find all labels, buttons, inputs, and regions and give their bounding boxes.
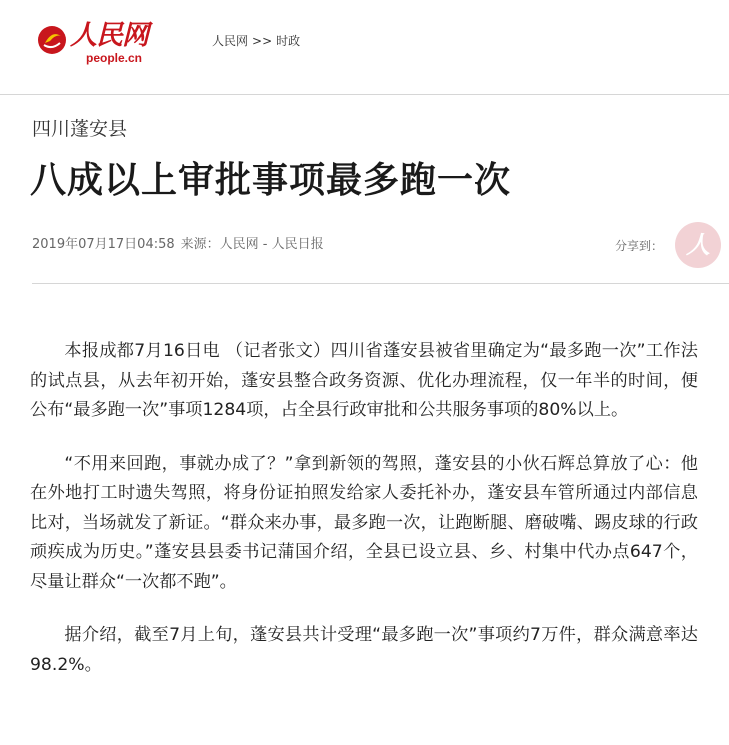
meta-divider (32, 283, 729, 284)
article-title: 八成以上审批事项最多跑一次 (30, 160, 512, 201)
breadcrumb-separator: >> (252, 34, 273, 48)
article-paragraph: 据介绍，截至7月上旬，蓬安县共计受理“最多跑一次”事项约7万件，群众满意率达98.2%。 (30, 625, 698, 675)
logo-domain-text: people.cn (86, 51, 143, 65)
article-paragraph: “不用来回跑，事就办成了？”拿到新领的驾照，蓬安县的小伙石辉总算放了心：他在外地打工时遗失驾照，将身份证拍照发给家人委托补办，蓬安县车管所通过内部信息比对，当场就发了新证。“群众来办事，最多跑一次，让跑断腿、磨破嘴、踢皮球的行政顽疾成为历史。”蓬安县县委书记蒲国介绍，全县已设立县、乡、村集中代办点647个，尽量让群众“一次都不跑”。 (30, 453, 698, 592)
article-paragraph: 本报成都7月16日电 （记者张文）四川省蓬安县被省里确定为“最多跑一次”工作法的试点县，从去年初开始，蓬安县整合政务资源、优化办理流程，仅一年半的时间，便公布“最多跑一次”事项1284项，占全县行政审批和公共服务事项的80%以上。 (30, 341, 698, 420)
breadcrumb-section-link[interactable]: 时政 (276, 34, 301, 48)
article-kicker: 四川蓬安县 (32, 118, 128, 140)
header-divider (0, 94, 729, 95)
people-logo-icon (36, 24, 68, 56)
breadcrumb (212, 33, 300, 49)
article-source: 来源：人民网 - 人民日报 (180, 237, 324, 252)
publish-datetime: 2019年07月17日04:58 (32, 237, 175, 252)
logo-chinese-text: 人民网 (70, 20, 148, 51)
breadcrumb-home-link[interactable]: 人民网 (212, 34, 249, 48)
share-label: 分享到： (614, 239, 663, 253)
article-body (30, 337, 698, 704)
site-logo[interactable] (36, 20, 156, 66)
article-meta (32, 236, 324, 254)
site-header (36, 20, 716, 70)
people-share-icon[interactable]: 人 (675, 222, 721, 268)
